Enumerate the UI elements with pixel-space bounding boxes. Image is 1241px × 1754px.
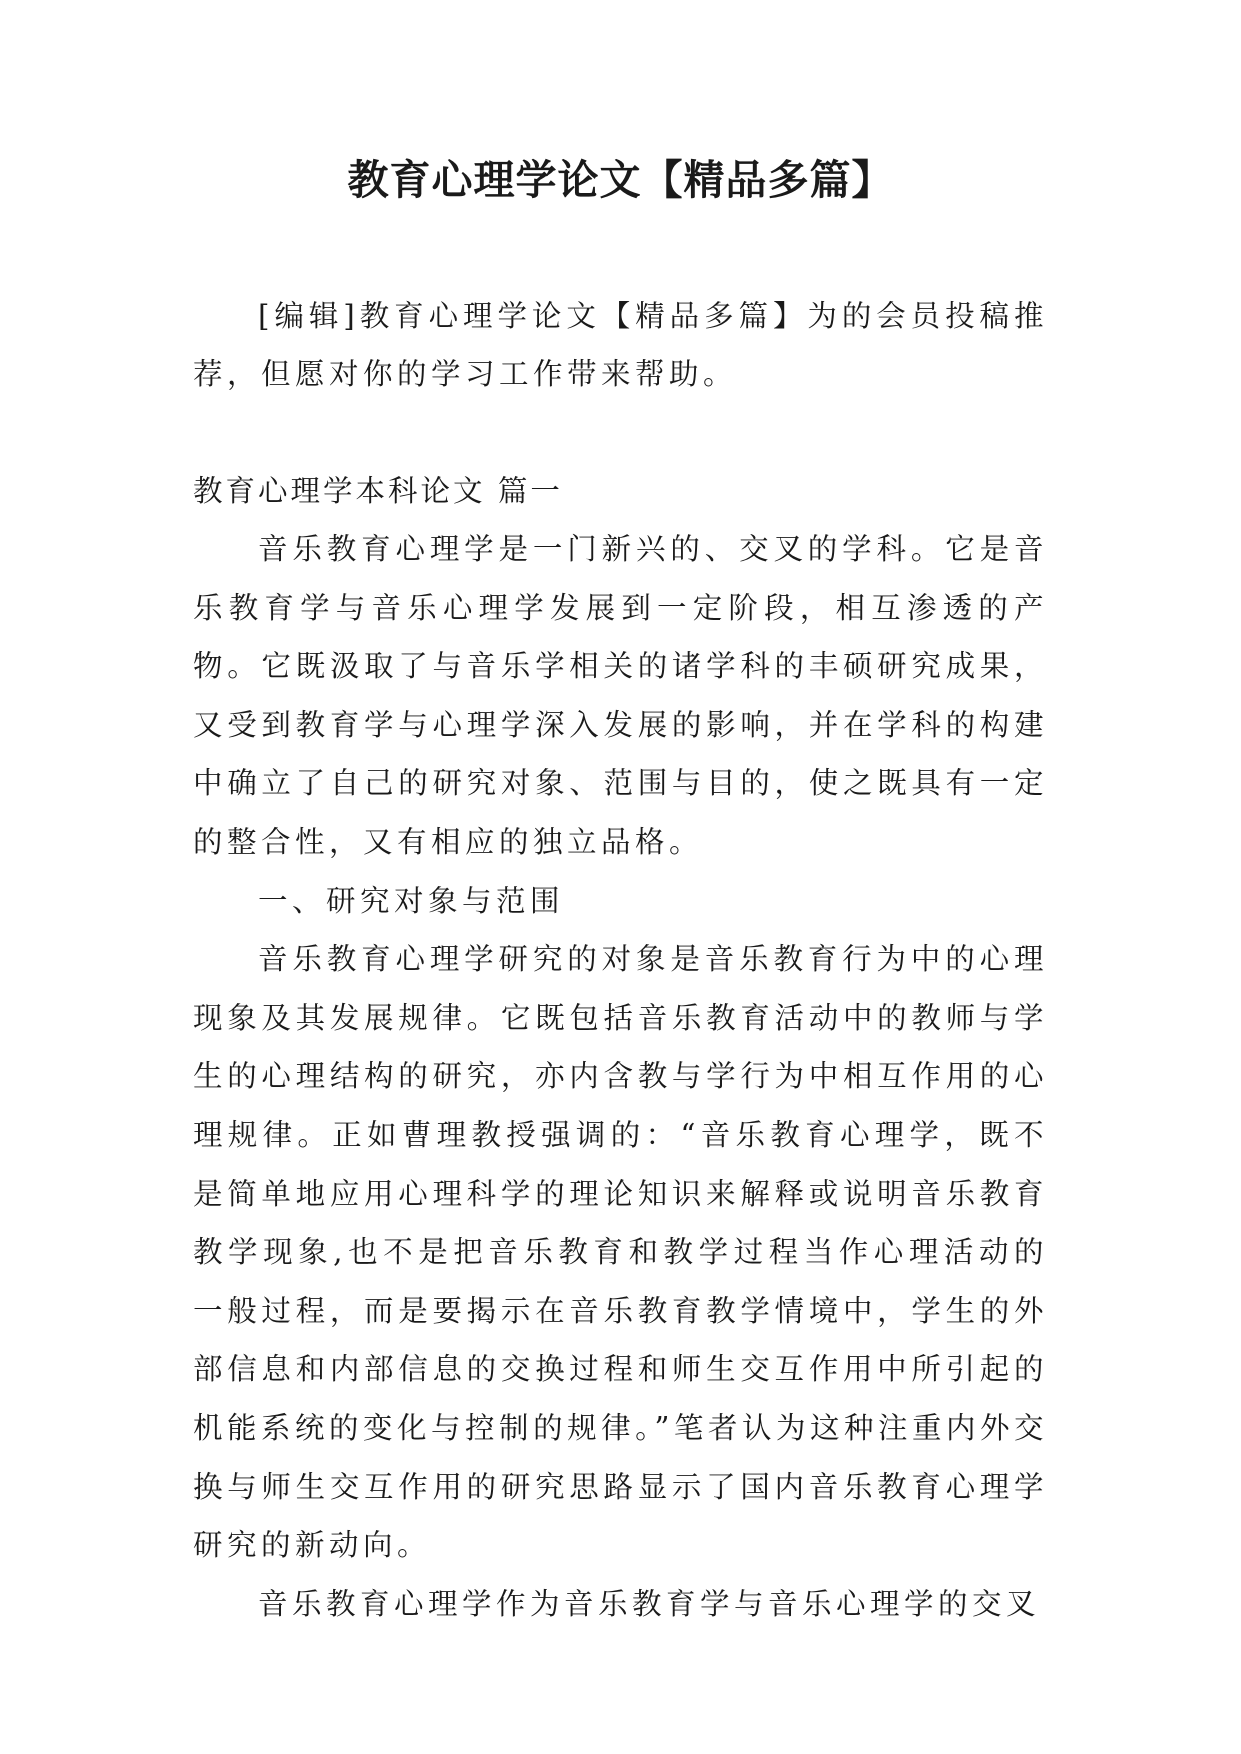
article-body xyxy=(193,520,1048,1633)
body-paragraph: 音乐教育心理学研究的对象是音乐教育行为中的心理现象及其发展规律。它既包括音乐教育活动中的教师与学生的心理结构的研究，亦内含教与学行为中相互作用的心理规律。正如曹理教授强调的：“音乐教育心理学，既不是简单地应用心理科学的理论知识来解释或说明音乐教育教学现象,也不是把音乐教育和教学过程当作心理活动的一般过程，而是要揭示在音乐教育教学情境中，学生的外部信息和内部信息的交换过程和师生交互作用中所引起的机能系统的变化与控制的规律。”笔者认为这种注重内外交换与师生交互作用的研究思路显示了国内音乐教育心理学研究的新动向。 xyxy=(193,942,1048,1563)
document-title: 教育心理学论文【精品多篇】 xyxy=(347,156,894,204)
subsection-heading: 一、研究对象与范围 xyxy=(258,883,565,918)
intro-paragraph: [编辑]教育心理学论文【精品多篇】为的会员投稿推荐，但愿对你的学习工作带来帮助。 xyxy=(193,299,1048,391)
body-paragraph: 音乐教育心理学作为音乐教育学与音乐心理学的交叉 xyxy=(258,1586,1041,1621)
section-heading: 教育心理学本科论文 篇一 xyxy=(193,474,563,508)
body-paragraph: 音乐教育心理学是一门新兴的、交叉的学科。它是音乐教育学与音乐心理学发展到一定阶段，相互渗透的产物。它既汲取了与音乐学相关的诸学科的丰硕研究成果，又受到教育学与心理学深入发展的影响，并在学科的构建中确立了自己的研究对象、范围与目的，使之既具有一定的整合性，又有相应的独立品格。 xyxy=(193,532,1048,859)
